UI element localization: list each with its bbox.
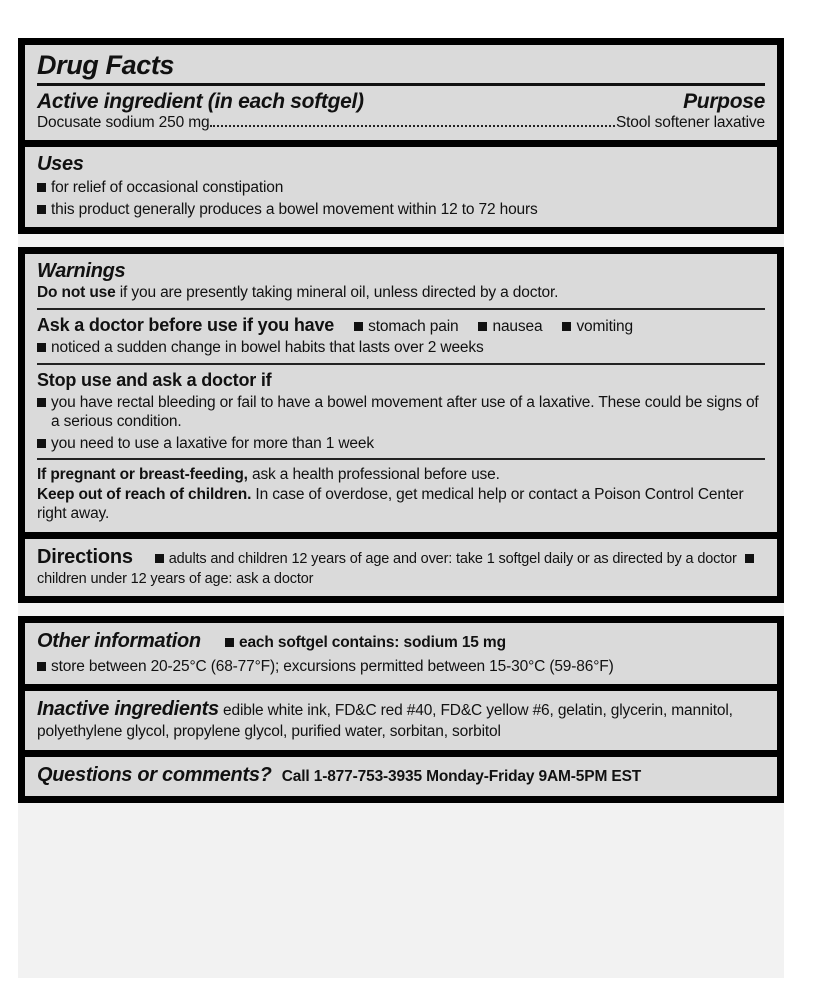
active-ingredient-heading: Active ingredient (in each softgel) xyxy=(37,89,364,113)
active-ingredient-purpose: Stool softener laxative xyxy=(615,113,765,131)
inactive-ingredients-block xyxy=(37,697,765,742)
square-bullet-icon xyxy=(37,343,46,352)
list-item xyxy=(37,178,765,198)
divider xyxy=(37,363,765,365)
square-bullet-icon xyxy=(37,662,46,671)
children-label: Keep out of reach of children. xyxy=(37,485,252,503)
group-header-uses xyxy=(18,38,784,234)
list-item xyxy=(37,434,765,454)
divider xyxy=(37,458,765,460)
other-information-item-sodium: each softgel contains: sodium 15 mg xyxy=(238,634,506,652)
pregnancy-text: ask a health professional before use. xyxy=(251,466,500,484)
uses-heading: Uses xyxy=(37,153,84,176)
divider xyxy=(37,308,765,310)
list-item xyxy=(37,200,765,220)
purpose-heading: Purpose xyxy=(683,89,765,113)
page-title: Drug Facts xyxy=(37,50,175,80)
questions-contact-text: Call 1-877-753-3935 Monday-Friday 9AM-5PM EST xyxy=(281,767,642,785)
square-bullet-icon xyxy=(37,439,46,448)
square-bullet-icon xyxy=(155,554,164,563)
panel-warnings xyxy=(25,254,777,532)
square-bullet-icon xyxy=(562,322,571,331)
children-line xyxy=(37,485,765,524)
other-information-inline-row xyxy=(37,629,765,654)
square-bullet-icon xyxy=(37,205,46,214)
panel-directions xyxy=(25,539,777,596)
panel-uses xyxy=(25,147,777,227)
directions-block xyxy=(37,545,765,588)
ask-doctor-row xyxy=(37,315,765,337)
ask-doctor-item xyxy=(478,317,542,337)
directions-heading: Directions xyxy=(37,545,133,568)
uses-item-0: for relief of occasional constipation xyxy=(51,179,284,197)
ask-doctor-heading: Ask a doctor before use if you have xyxy=(37,314,335,335)
group-other-inactive-questions xyxy=(18,616,784,803)
do-not-use-label: Do not use xyxy=(37,284,116,302)
pregnancy-line xyxy=(37,465,765,485)
list-item xyxy=(37,657,765,677)
ask-doctor-item-2: vomiting xyxy=(576,317,633,335)
other-information-heading: Other information xyxy=(37,630,201,653)
uses-item-1: this product generally produces a bowel movement within 12 to 72 hours xyxy=(51,200,538,218)
group-warnings-directions xyxy=(18,247,784,603)
other-information-item-storage: store between 20-25°C (68-77°F); excursions permitted between 15-30°C (59-86°F) xyxy=(51,657,614,675)
square-bullet-icon xyxy=(478,322,487,331)
questions-heading: Questions or comments? xyxy=(37,763,272,786)
ask-doctor-item xyxy=(562,317,633,337)
do-not-use-line xyxy=(37,283,765,303)
active-ingredient-row xyxy=(37,113,765,133)
directions-item-1: children under 12 years of age: ask a doctor xyxy=(37,571,314,588)
inactive-ingredients-heading: Inactive ingredients xyxy=(37,698,219,721)
square-bullet-icon xyxy=(354,322,363,331)
square-bullet-icon xyxy=(37,398,46,407)
active-ingredient-name: Docusate sodium 250 mg xyxy=(37,113,210,131)
pregnancy-label: If pregnant or breast-feeding, xyxy=(37,466,248,484)
ask-doctor-item-0: stomach pain xyxy=(368,317,459,335)
inactive-ingredients-text: edible white ink, FD&C red #40, FD&C yellow #6, gelatin, glycerin, mannitol, polyethylene glycol, propylene glycol, purified water, sorbitan, sorbitol xyxy=(37,702,733,741)
dotted-leader xyxy=(210,124,614,127)
do-not-use-text: if you are presently taking mineral oil, unless directed by a doctor. xyxy=(119,284,559,302)
warnings-heading: Warnings xyxy=(37,260,126,283)
list-item xyxy=(37,393,765,432)
square-bullet-icon xyxy=(745,554,754,563)
panel-inactive-ingredients xyxy=(25,691,777,750)
stop-use-item-0: you have rectal bleeding or fail to have a bowel movement after use of a laxative. These could be signs of a serious condition. xyxy=(51,393,759,431)
ask-doctor-extra: noticed a sudden change in bowel habits that lasts over 2 weeks xyxy=(51,339,484,357)
panel-active-ingredient xyxy=(25,45,777,140)
panel-other-information xyxy=(25,623,777,684)
active-ingredient-headings xyxy=(37,90,765,113)
ask-doctor-item xyxy=(354,317,458,337)
questions-block xyxy=(37,763,765,788)
drug-facts-label xyxy=(18,38,784,978)
stop-use-heading: Stop use and ask a doctor if xyxy=(37,369,272,390)
square-bullet-icon xyxy=(225,638,234,647)
square-bullet-icon xyxy=(37,183,46,192)
panel-questions xyxy=(25,757,777,796)
stop-use-item-1: you need to use a laxative for more than 1 week xyxy=(51,434,374,452)
list-item xyxy=(37,338,765,358)
divider xyxy=(37,83,765,86)
ask-doctor-item-1: nausea xyxy=(492,317,543,335)
directions-item-0: adults and children 12 years of age and over: take 1 softgel daily or as directed by a doctor xyxy=(168,550,737,567)
children-text: In case of overdose, get medical help or contact a Poison Control Center right away. xyxy=(37,485,744,523)
